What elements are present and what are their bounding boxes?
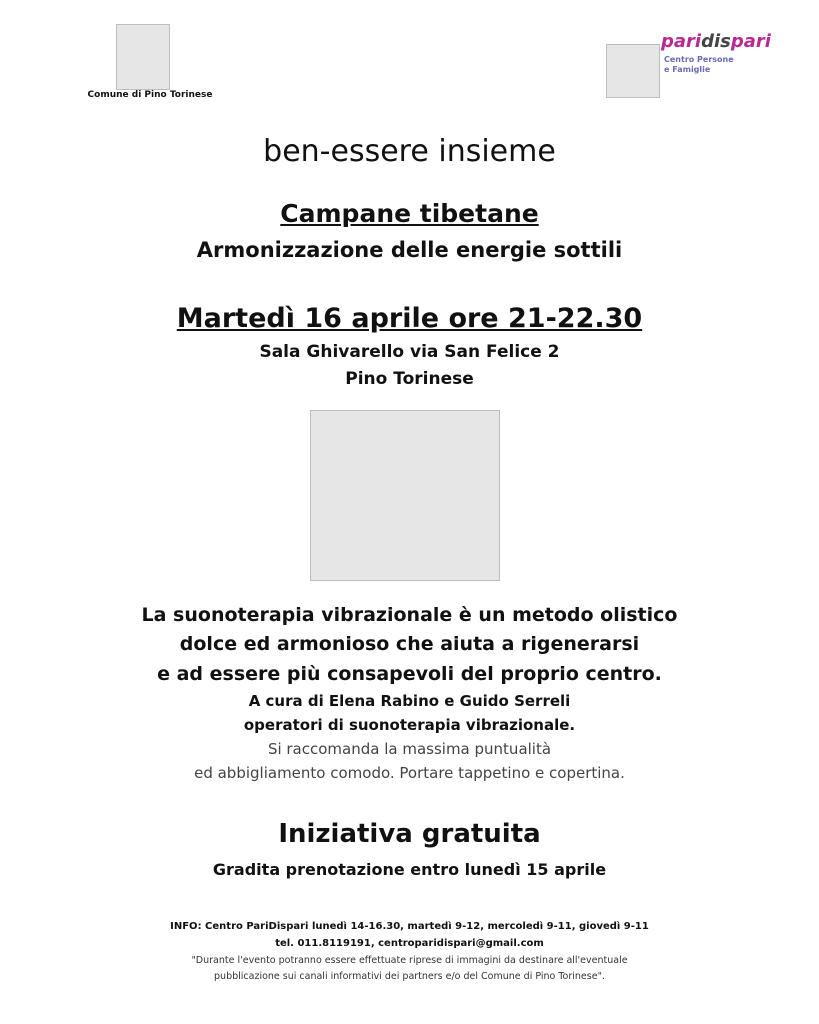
paridispari-logo-placeholder: [606, 44, 660, 98]
logo-tagline-line2: e Famiglie: [664, 65, 711, 74]
municipality-name: Comune di Pino Torinese: [87, 90, 213, 100]
logo-word-mid: dis: [701, 31, 731, 52]
event-subtitle: Armonizzazione delle energie sottili: [196, 238, 623, 262]
municipality-crest-placeholder: [116, 24, 170, 90]
paridispari-logo-wordmark: [661, 31, 771, 52]
logo-tagline-line1: Centro Persone: [664, 55, 734, 64]
disclaimer-line-2: pubblicazione sui canali informativi dei partners e/o del Comune di Pino Torinese".: [214, 971, 605, 982]
event-venue: Sala Ghivarello via San Felice 2: [259, 342, 560, 362]
logo-word-left: pari: [661, 31, 702, 52]
description-line-1: La suonoterapia vibrazionale è un metodo olistico: [141, 604, 678, 626]
info-hours: INFO: Centro PariDispari lunedì 14-16.30, martedì 9-12, mercoledì 9-11, giovedì 9-11: [170, 921, 649, 932]
disclaimer-line-1: "Durante l'evento potranno essere effettuate riprese di immagini da destinare all'eventuale: [191, 955, 628, 966]
curators-line: A cura di Elena Rabino e Guido Serreli: [248, 692, 571, 710]
event-photo-placeholder: [310, 410, 500, 581]
free-event-heading: Iniziativa gratuita: [278, 819, 541, 849]
event-title: Campane tibetane: [280, 199, 539, 228]
booking-notice: Gradita prenotazione entro lunedì 15 aprile: [212, 860, 607, 879]
paridispari-logo-tagline: [664, 55, 734, 75]
event-date: Martedì 16 aprile ore 21-22.30: [176, 303, 643, 334]
description-line-2: dolce ed armonioso che aiuta a rigenerarsi: [179, 633, 640, 655]
info-contact: tel. 011.8119191, centroparidispari@gmail.com: [275, 938, 544, 949]
note-line-1: Si raccomanda la massima puntualità: [267, 740, 552, 758]
series-heading: ben-essere insieme: [263, 134, 556, 169]
curators-role: operatori di suonoterapia vibrazionale.: [243, 716, 576, 734]
logo-word-right: pari: [730, 31, 771, 52]
description-line-3: e ad essere più consapevoli del proprio centro.: [157, 663, 662, 685]
note-line-2: ed abbigliamento comodo. Portare tappetino e copertina.: [194, 764, 625, 782]
event-town: Pino Torinese: [345, 369, 474, 389]
